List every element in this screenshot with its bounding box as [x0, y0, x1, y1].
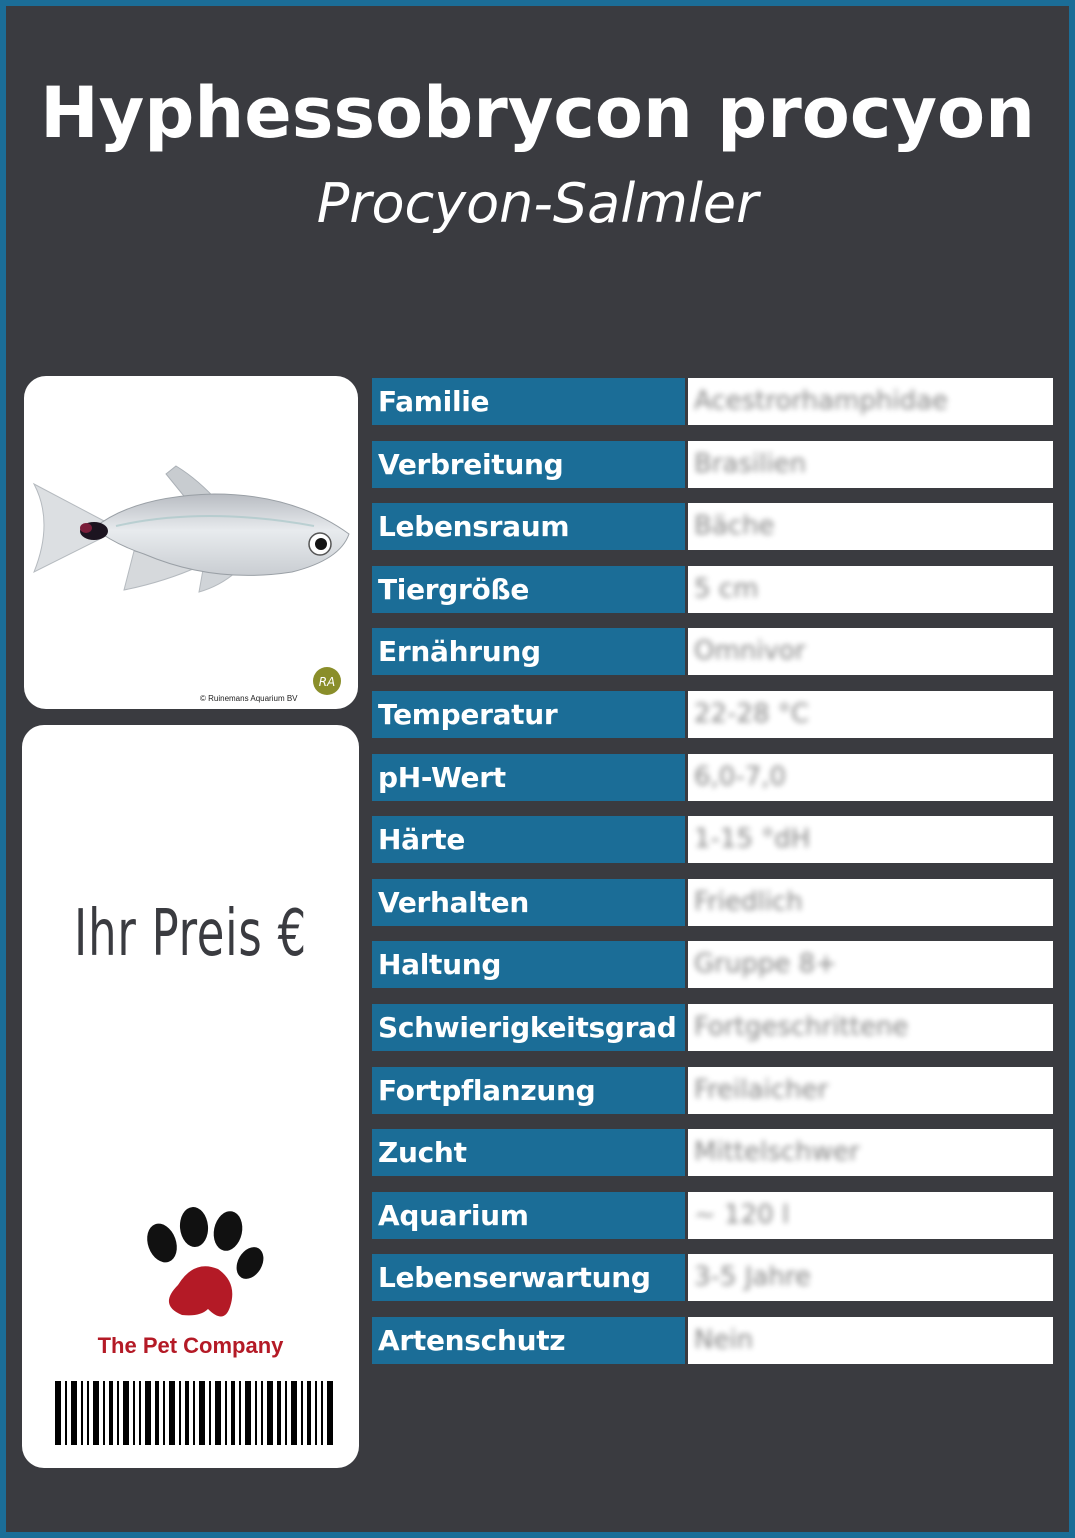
facts-table — [372, 378, 1053, 1380]
fact-value: Gruppe 8+ — [688, 941, 1053, 988]
barcode — [55, 1381, 333, 1445]
fact-label: Familie — [372, 378, 685, 425]
fact-label: Aquarium — [372, 1192, 685, 1239]
brand-name: The Pet Company — [97, 1333, 284, 1358]
fact-label: Fortpflanzung — [372, 1067, 685, 1114]
fact-row-fortpflanzung — [372, 1067, 1053, 1114]
fact-label: Haltung — [372, 941, 685, 988]
fact-value: Bäche — [688, 503, 1053, 550]
fact-row-lebenserwartung — [372, 1254, 1053, 1301]
fact-value: Fortgeschrittene — [688, 1004, 1053, 1051]
fact-label: Zucht — [372, 1129, 685, 1176]
ruinemans-logo — [312, 666, 342, 700]
fact-value: 1-15 °dH — [688, 816, 1053, 863]
fact-value: Friedlich — [688, 879, 1053, 926]
price-label: Ihr Preis € — [74, 897, 307, 971]
fish-photo-panel — [24, 376, 358, 709]
fact-value: Brasilien — [688, 441, 1053, 488]
fact-row-ernaehrung — [372, 628, 1053, 675]
paw-print-icon — [138, 1207, 268, 1329]
fact-label: Lebensraum — [372, 503, 685, 550]
fact-value: Mittelschwer — [688, 1129, 1053, 1176]
fact-row-haerte — [372, 816, 1053, 863]
fact-row-temperatur — [372, 691, 1053, 738]
fact-value: 5 cm — [688, 566, 1053, 613]
fact-label: Härte — [372, 816, 685, 863]
fact-row-familie — [372, 378, 1053, 425]
fact-label: Verbreitung — [372, 441, 685, 488]
species-title: Hyphessobrycon procyon — [40, 72, 1035, 154]
fact-value: 3-5 Jahre — [688, 1254, 1053, 1301]
svg-text:RA: RA — [318, 675, 336, 689]
fact-row-zucht — [372, 1129, 1053, 1176]
fact-label: pH-Wert — [372, 754, 685, 801]
fact-label: Verhalten — [372, 879, 685, 926]
fact-value: ~ 120 l — [688, 1192, 1053, 1239]
common-name: Procyon-Salmler — [316, 172, 759, 235]
fact-value: Acestrorhamphidae — [688, 378, 1053, 425]
fact-row-aquarium — [372, 1192, 1053, 1239]
fact-row-haltung — [372, 941, 1053, 988]
fact-value: 22-28 °C — [688, 691, 1053, 738]
photo-credit: © Ruinemans Aquarium BV — [200, 694, 298, 703]
fact-value: Nein — [688, 1317, 1053, 1364]
fact-value: Freilaicher — [688, 1067, 1053, 1114]
fact-label: Artenschutz — [372, 1317, 685, 1364]
fact-value: 6,0-7,0 — [688, 754, 1053, 801]
fact-label: Schwierigkeitsgrad — [372, 1004, 685, 1051]
fact-row-ph-wert — [372, 754, 1053, 801]
fact-row-tiergroesse — [372, 566, 1053, 613]
fact-row-artenschutz — [372, 1317, 1053, 1364]
fact-row-verbreitung — [372, 441, 1053, 488]
fact-row-verhalten — [372, 879, 1053, 926]
fact-label: Lebenserwartung — [372, 1254, 685, 1301]
fact-value: Omnivor — [688, 628, 1053, 675]
fact-row-schwierigkeitsgrad — [372, 1004, 1053, 1051]
fact-row-lebensraum — [372, 503, 1053, 550]
fact-label: Tiergröße — [372, 566, 685, 613]
fact-label: Temperatur — [372, 691, 685, 738]
price-panel — [22, 725, 359, 1468]
fact-label: Ernährung — [372, 628, 685, 675]
fish-image — [24, 376, 358, 709]
